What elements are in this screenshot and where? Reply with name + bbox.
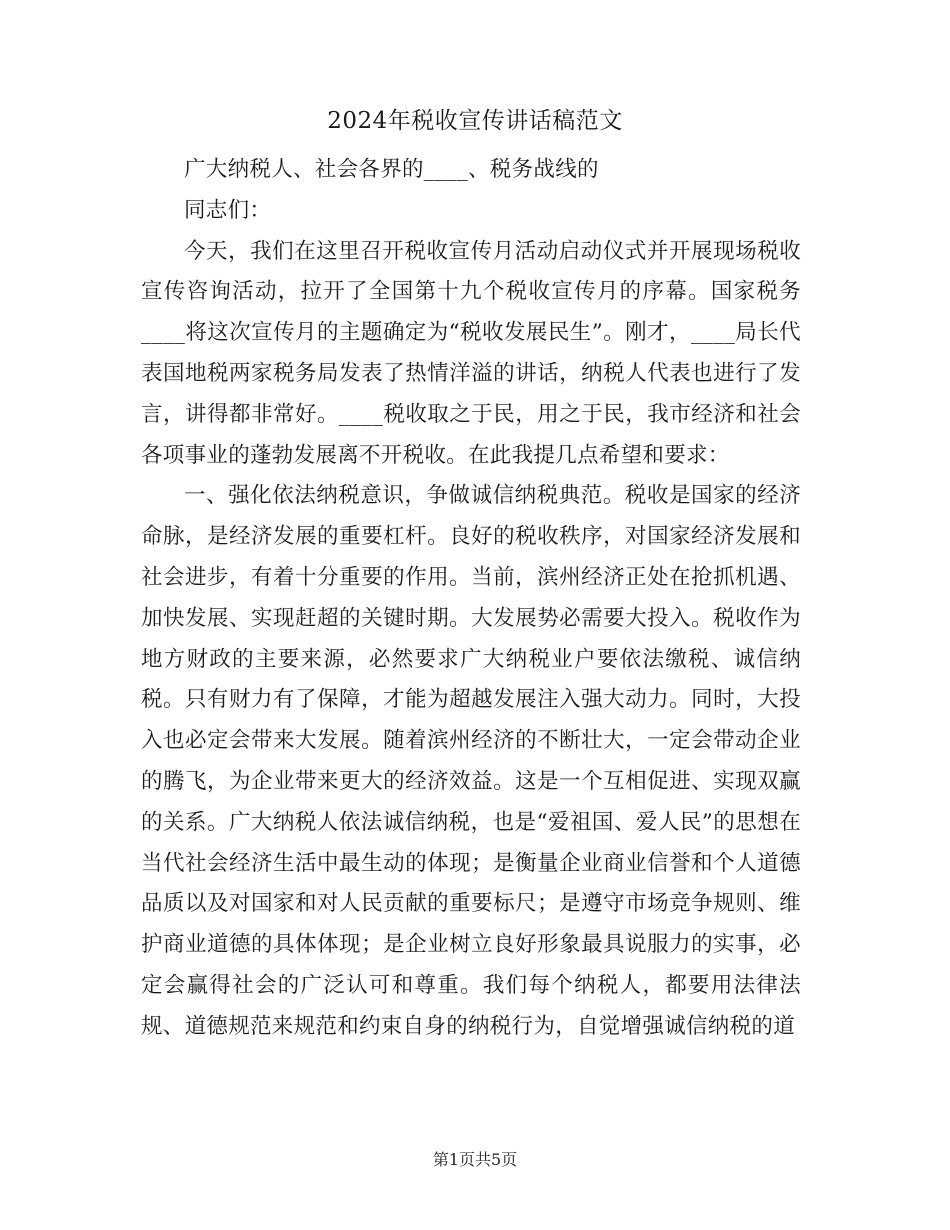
document-title: 2024年税收宣传讲话稿范文 <box>327 108 623 134</box>
paragraph-point-one: 一、强化依法纳税意识，争做诚信纳税典范。税收是国家的经济命脉，是经济发展的重要杠杆。良好的税收秩序，对国家经济发展和社会进步，有着十分重要的作用。当前，滨州经济正处在抢抓机遇、加快发展、实现赶超的关键时期。大发展势必需要大投入。税收作为地方财政的主要来源，必然要求广大纳税业户要依法缴税、诚信纳税。只有财力有了保障，才能为超越发展注入强大动力。同时，大投入也必定会带来大发展。随着滨州经济的不断壮大，一定会带动企业的腾飞，为企业带来更大的经济效益。这是一个互相促进、实现双赢的关系。广大纳税人依法诚信纳税，也是“爱祖国、爱人民”的思想在当代社会经济生活中最生动的体现；是衡量企业商业信誉和个人道德品质以及对国家和对人民贡献的重要标尺；是遵守市场竞争规则、维护商业道德的具体体现；是企业树立良好形象最具说服力的实事，必定会赢得社会的广泛认可和尊重。我们每个纳税人，都要用法律法规、道德规范来规范和约束自身的纳税行为，自觉增强诚信纳税的道 <box>141 483 801 1039</box>
salutation-line-2: 同志们： <box>184 197 272 223</box>
page-number: 第1页共5页 <box>432 1150 518 1169</box>
paragraph-opening: 今天，我们在这里召开税收宣传月活动启动仪式并开展现场税收宣传咨询活动，拉开了全国第十九个税收宣传月的序幕。国家税务____将这次宣传月的主题确定为“税收发展民生”。刚才，____局长代表国地税两家税务局发表了热情洋溢的讲话，纳税人代表也进行了发言，讲得都非常好。____税收取之于民，用之于民，我市经济和社会各项事业的蓬勃发展离不开税收。在此我提几点希望和要求： <box>141 238 801 468</box>
document-body <box>141 150 801 1048</box>
salutation-line-1: 广大纳税人、社会各界的____、税务战线的 <box>184 157 599 182</box>
